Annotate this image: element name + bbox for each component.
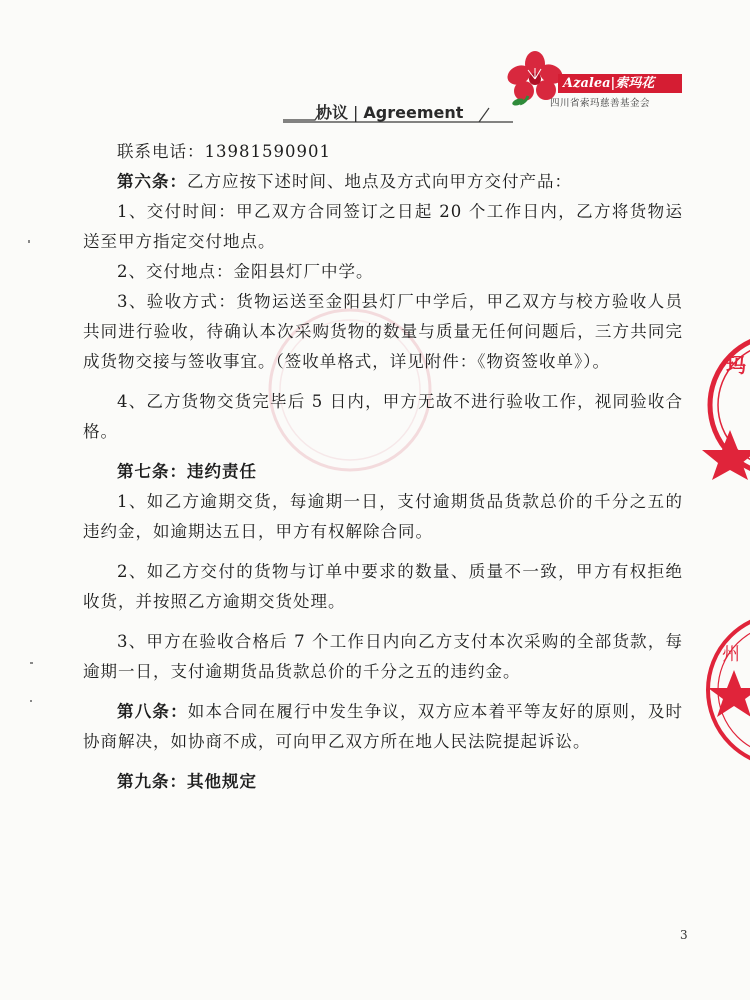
article-7-item-2: 2、如乙方交付的货物与订单中要求的数量、质量不一致，甲方有权拒绝收货，并按照乙方逾期交货处理。: [83, 562, 683, 611]
article-6-item-1: 1、交付时间：甲乙双方合同签订之日起 20 个工作日内，乙方将货物运送至甲方指定交付地点。: [83, 202, 683, 251]
article-6-item-3: 3、验收方式：货物运送至金阳县灯厂中学后，甲乙双方与校方验收人员共同进行验收，待确认本次采购货物的数量与质量无任何问题后，三方共同完成货物交接与签收事宜。（签收单格式，详见附件：《物资签收单》）。: [83, 292, 683, 371]
article-7-heading: 第七条：违约责任: [117, 462, 257, 481]
red-seal-stamp-bottom: [704, 600, 750, 770]
red-seal-stamp-top: [700, 330, 750, 480]
article-8-text: 如本合同在履行中发生争议，双方应本着平等友好的原则，及时协商解决，如协商不成，可向甲乙双方所在地人民法院提起诉讼。: [83, 702, 684, 751]
scan-speck: [28, 240, 30, 243]
header-cn: 协议: [316, 103, 349, 122]
article-6-title: 第六条：: [117, 172, 187, 191]
logo-org-name: 四川省索玛慈善基金会: [550, 98, 651, 109]
article-8-title: 第八条：: [117, 702, 188, 721]
article-6-text: 乙方应按下述时间、地点及方式向甲方交付产品：: [187, 172, 572, 191]
document-header: 协议 | Agreement: [316, 103, 464, 122]
article-7-title: [83, 457, 683, 487]
svg-text:玛: 玛: [726, 353, 746, 377]
scan-speck: [30, 662, 33, 664]
article-6-item-4: 4、乙方货物交货完毕后 5 日内，甲方无故不进行验收工作，视同验收合格。: [83, 392, 683, 441]
scan-speck: [30, 700, 32, 702]
article-6-item-2: 2、交付地点：金阳县灯厂中学。: [117, 262, 374, 281]
azalea-foundation-logo: [506, 48, 686, 110]
svg-text:州: 州: [722, 644, 740, 665]
article-6: [83, 167, 683, 197]
agreement-body: [83, 137, 683, 797]
header-en: Agreement: [363, 103, 464, 122]
logo-brand-banner: Azalea|索玛花: [558, 74, 682, 93]
article-7-item-1: 1、如乙方逾期交货，每逾期一日，支付逾期货品货款总价的千分之五的违约金，如逾期达五日，甲方有权解除合同。: [83, 492, 683, 541]
article-9-title: [83, 767, 683, 797]
logo-brand-cn: 索玛花: [615, 76, 655, 91]
article-8: [83, 697, 683, 757]
article-9-heading: 第九条：其他规定: [117, 772, 257, 791]
logo-brand-en: Azalea: [563, 76, 611, 91]
article-7-item-3: 3、甲方在验收合格后 7 个工作日内向乙方支付本次采购的全部货款，每逾期一日，支付逾期货品货款总价的千分之五的违约金。: [83, 632, 683, 681]
contact-phone: 联系电话：13981590901: [117, 142, 331, 161]
page-number: 3: [680, 928, 688, 942]
